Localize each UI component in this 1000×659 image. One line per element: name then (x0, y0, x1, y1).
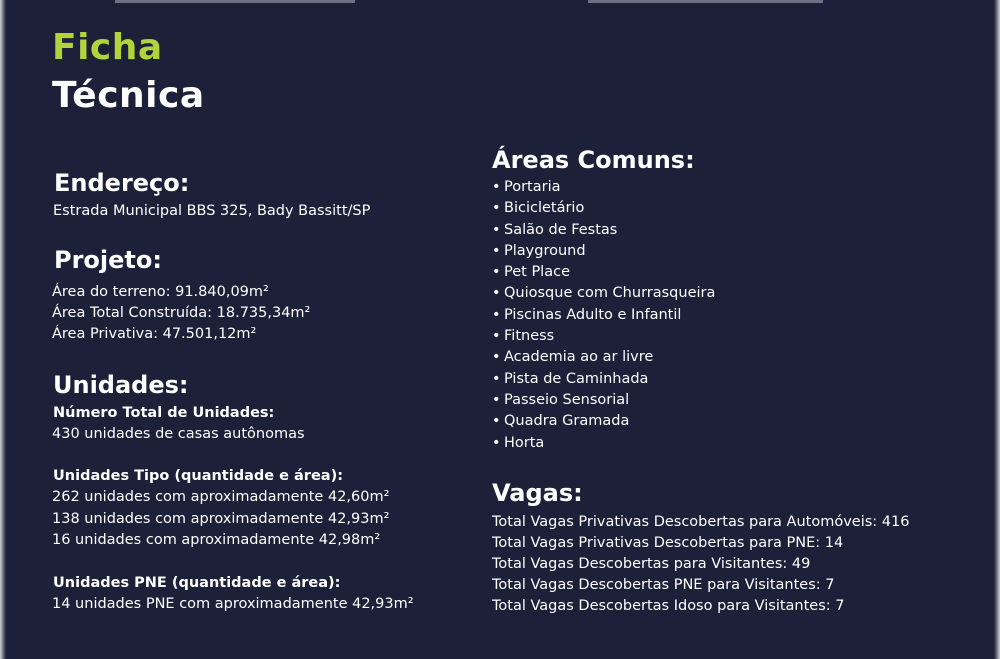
unidades-total-value: 430 unidades de casas autônomas (52, 426, 305, 442)
unidades-tipo-line: 138 unidades com aproximadamente 42,93m² (52, 511, 390, 527)
list-item: • Pista de Caminhada (492, 369, 715, 390)
right-edge-shadow (994, 0, 1000, 659)
list-item: • Fitness (492, 326, 715, 347)
unidades-pne-value: 14 unidades PNE com aproximadamente 42,93m² (52, 596, 414, 612)
unidades-heading: Unidades: (53, 371, 189, 399)
list-item: • Horta (492, 433, 715, 454)
list-item: • Pet Place (492, 262, 715, 283)
title-line-1: Ficha (52, 27, 163, 68)
areas-comuns-list (492, 177, 715, 454)
unidades-tipo-label: Unidades Tipo (quantidade e área): (53, 468, 343, 484)
unidades-pne-label: Unidades PNE (quantidade e área): (53, 575, 341, 591)
list-item: • Piscinas Adulto e Infantil (492, 305, 715, 326)
left-edge-shadow (0, 0, 6, 659)
top-divider-left (115, 0, 355, 3)
projeto-heading: Projeto: (54, 246, 162, 274)
vagas-line: Total Vagas Privativas Descobertas para Automóveis: 416 (492, 514, 910, 530)
vagas-line: Total Vagas Descobertas para Visitantes: 49 (492, 556, 811, 572)
unidades-total-label: Número Total de Unidades: (53, 405, 275, 421)
vagas-heading: Vagas: (492, 479, 583, 507)
list-item: • Quiosque com Churrasqueira (492, 283, 715, 304)
vagas-line: Total Vagas Descobertas PNE para Visitantes: 7 (492, 577, 835, 593)
list-item: • Academia ao ar livre (492, 347, 715, 368)
title-line-2: Técnica (52, 75, 205, 116)
list-item: • Bicicletário (492, 198, 715, 219)
areas-comuns-heading: Áreas Comuns: (492, 146, 695, 174)
list-item: • Playground (492, 241, 715, 262)
endereco-text: Estrada Municipal BBS 325, Bady Bassitt/SP (53, 203, 371, 219)
list-item: • Salão de Festas (492, 220, 715, 241)
projeto-line: Área Total Construída: 18.735,34m² (52, 305, 311, 321)
list-item: • Quadra Gramada (492, 411, 715, 432)
vagas-line: Total Vagas Descobertas Idoso para Visitantes: 7 (492, 598, 845, 614)
projeto-line: Área do terreno: 91.840,09m² (52, 284, 269, 300)
top-divider-right (588, 0, 823, 3)
vagas-line: Total Vagas Privativas Descobertas para PNE: 14 (492, 535, 844, 551)
projeto-line: Área Privativa: 47.501,12m² (52, 326, 257, 342)
unidades-tipo-line: 16 unidades com aproximadamente 42,98m² (52, 532, 381, 548)
endereco-heading: Endereço: (54, 169, 190, 197)
list-item: • Passeio Sensorial (492, 390, 715, 411)
unidades-tipo-line: 262 unidades com aproximadamente 42,60m² (52, 489, 390, 505)
list-item: • Portaria (492, 177, 715, 198)
